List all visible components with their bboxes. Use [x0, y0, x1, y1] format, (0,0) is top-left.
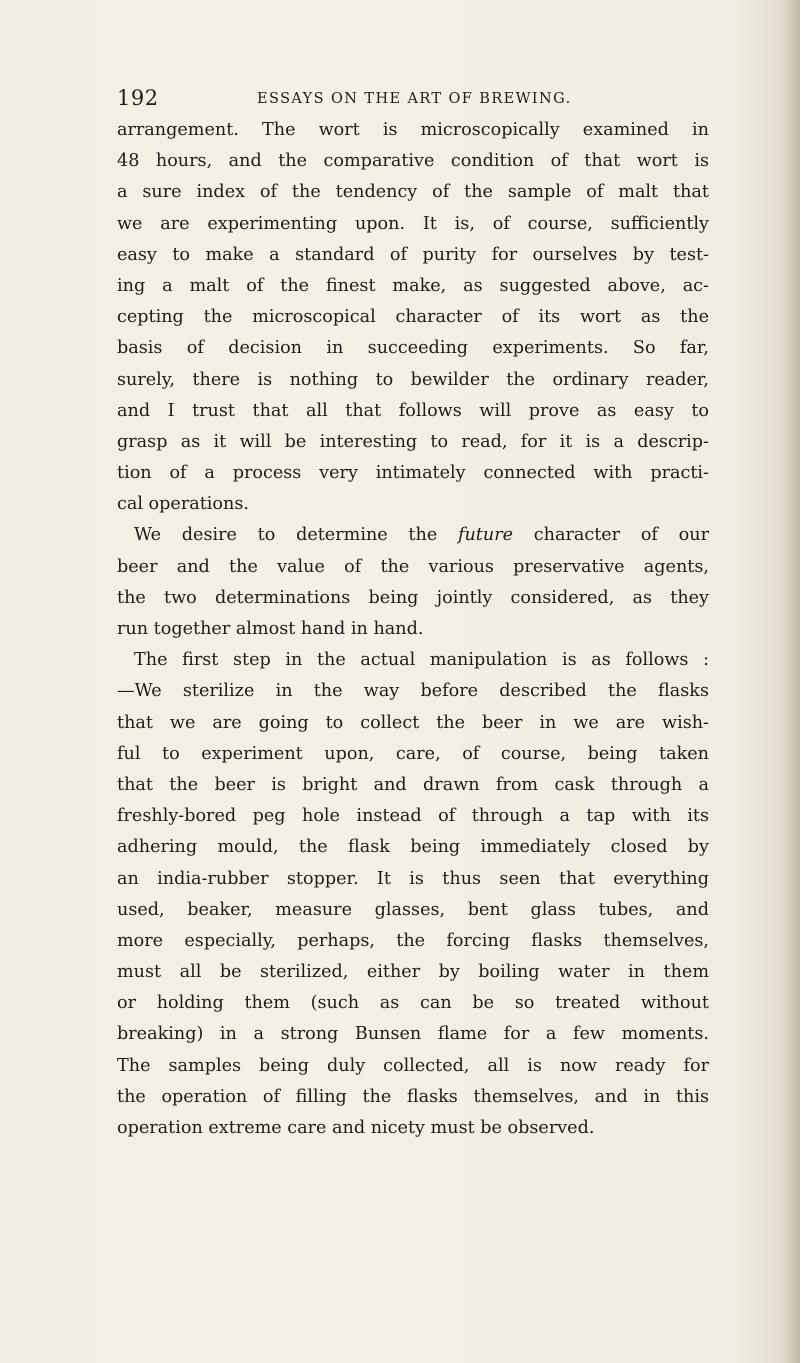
text-line: must all be sterilized, either by boiling water in them	[117, 962, 709, 983]
text-line: tion of a process very intimately connected with practi-	[117, 463, 709, 484]
text-segment: We desire to determine the	[134, 525, 458, 546]
text-line: a sure index of the tendency of the sample of malt that	[117, 182, 709, 203]
text-line: that the beer is bright and drawn from cask through a	[117, 774, 709, 795]
text-line: beer and the value of the various preservative agents,	[117, 556, 709, 577]
text-line: or holding them (such as can be so treated without	[117, 993, 709, 1014]
text-line: and I trust that all that follows will prove as easy to	[117, 400, 709, 421]
text-line: an india-rubber stopper. It is thus seen that everything	[117, 868, 709, 889]
text-line: grasp as it will be interesting to read, for it is a descrip-	[117, 431, 709, 452]
text-line: breaking) in a strong Bunsen flame for a few moments.	[117, 1024, 709, 1045]
text-line: more especially, perhaps, the forcing flasks themselves,	[117, 930, 709, 951]
page-edge-shadow	[782, 0, 800, 1363]
text-line: that we are going to collect the beer in we are wish-	[117, 712, 709, 733]
body-text	[117, 115, 709, 1144]
running-head: ESSAYS ON THE ART OF BREWING.	[257, 91, 572, 107]
text-line: operation extreme care and nicety must be observed.	[117, 1118, 595, 1138]
text-line: the two determinations being jointly considered, as they	[117, 587, 709, 608]
text-line: surely, there is nothing to bewilder the ordinary reader,	[117, 369, 709, 390]
text-line: run together almost hand in hand.	[117, 619, 424, 639]
text-line: The samples being duly collected, all is now ready for	[117, 1055, 709, 1076]
italic-word: future	[457, 525, 514, 546]
text-line: basis of decision in succeeding experiments. So far,	[117, 338, 709, 359]
text-line: ing a malt of the finest make, as suggested above, ac-	[117, 275, 709, 296]
text-segment: character of our	[513, 525, 709, 546]
text-line: 48 hours, and the comparative condition of that wort is	[117, 151, 709, 172]
text-line: freshly-bored peg hole instead of through a tap with its	[117, 806, 709, 827]
text-line: the operation of filling the flasks themselves, and in this	[117, 1086, 709, 1107]
text-line: arrangement. The wort is microscopically examined in	[117, 120, 709, 140]
text-line: cepting the microscopical character of its wort as the	[117, 307, 709, 328]
text-line: cal operations.	[117, 494, 249, 515]
text-line: adhering mould, the flask being immediately closed by	[117, 837, 709, 858]
text-line: easy to make a standard of purity for ourselves by test-	[117, 244, 709, 265]
page-header	[117, 86, 717, 114]
text-line: —We sterilize in the way before described the flasks	[117, 681, 709, 702]
text-line: used, beaker, measure glasses, bent glass tubes, and	[117, 899, 709, 920]
text-line: we are experimenting upon. It is, of course, sufficiently	[117, 213, 709, 234]
text-line: ful to experiment upon, care, of course, being taken	[117, 743, 709, 764]
text-line-with-italic	[117, 520, 709, 551]
text-line: The first step in the actual manipulation is as follows :	[134, 650, 709, 671]
page-number: 192	[117, 86, 159, 110]
